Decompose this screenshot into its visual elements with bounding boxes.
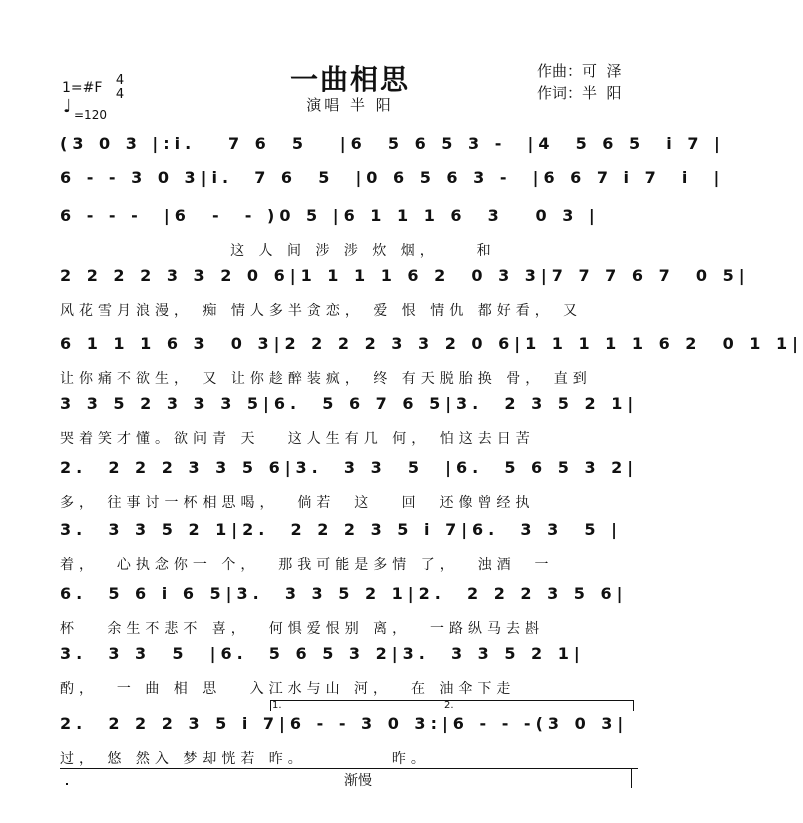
page-title: 一曲相思	[289, 63, 410, 96]
credits	[537, 60, 622, 104]
quarter-note-icon: ♩	[63, 96, 72, 117]
system-lyrics: 着， 心执念你一 个， 那我可能是多情 了， 浊酒 一	[60, 557, 554, 573]
composer-credit: 作曲：可 泽	[537, 62, 622, 80]
system-lyrics: 多， 往事讨一杯相思喝， 倘若 这 回 还像曾经执	[60, 495, 535, 511]
system-lyrics: 这 人 间 涉 涉 炊 烟， 和	[60, 243, 496, 259]
system-lyrics: 酌， 一 曲 相 思 入江水与山 河， 在 油伞下走	[60, 681, 516, 697]
ritardando-marking: 渐慢	[344, 773, 372, 789]
volta-1-label: 1.	[272, 700, 282, 711]
system-lyrics: 让你痛不欲生， 又 让你趁醉装疯， 终 有天脱胎换 骨， 直到	[60, 371, 592, 387]
system-lyrics: 风花雪月浪漫， 痴 情人多半贪恋， 爱 恨 情仇 都好看， 又	[60, 303, 583, 319]
system-lyrics: 杯 余生不悲不 喜， 何惧爱恨别 离， 一路纵马去斟	[60, 621, 545, 637]
system-notes: 6 - - - |6 - - )0 5 |6 1 1 1 6 3 0 3 |	[60, 206, 600, 225]
system-lyrics: 过， 悠 然入 梦却恍若 昨。 昨。	[60, 751, 430, 767]
lyricist-credit: 作词：半 阳	[537, 84, 622, 102]
system-notes: 2. 2 2 2 3 3 5 6|3. 3 3 5 |6. 5 6 5 3 2|	[60, 458, 639, 477]
system-notes: 3. 3 3 5 |6. 5 6 5 3 2|3. 3 3 5 2 1|	[60, 644, 585, 663]
system-lyrics: 哭着笑才懂。欲问青 天 这人生有几 何， 怕这去日苦	[60, 431, 535, 447]
system-notes: 6 - - 3 0 3|i. 7 6 5 |0 6 5 6 3 - |6 6 7 i 7 i |	[60, 168, 725, 187]
time-signature	[114, 74, 126, 102]
system-notes: 2. 2 2 2 3 5 i 7|6 - - 3 0 3:|6 - - -(3 0 3|	[60, 714, 629, 733]
bottom-line	[60, 768, 638, 769]
system-notes: 2 2 2 2 3 3 2 0 6|1 1 1 1 6 2 0 3 3|7 7 7 6 7 0 5|	[60, 266, 750, 285]
system-notes: 3 3 5 2 3 3 3 5|6. 5 6 7 6 5|3. 2 3 5 2 1|	[60, 394, 639, 413]
system-notes: 6. 5 6 i 6 5|3. 3 3 5 2 1|2. 2 2 2 3 5 6|	[60, 584, 628, 603]
system-notes: (3 0 3 |:i. 7 6 5 |6 5 6 5 3 - |4 5 6 5 i 7 |	[60, 134, 725, 153]
system-notes: 3. 3 3 5 2 1|2. 2 2 2 3 5 i 7|6. 3 3 5 |	[60, 520, 622, 539]
key-signature: 1=#F	[62, 80, 103, 96]
singer-credit: 演唱 半 阳	[306, 96, 394, 114]
volta-2-label: 2.	[444, 700, 454, 711]
meter-top: 4	[115, 73, 125, 88]
tempo-marking: =120	[74, 108, 107, 122]
meter-bottom: 4	[115, 87, 125, 102]
bottom-end-tick	[631, 768, 632, 788]
bottom-dot	[66, 783, 68, 785]
system-notes: 6 1 1 1 6 3 0 3|2 2 2 2 3 3 2 0 6|1 1 1 1 1 6 2 0 1 1|	[60, 334, 803, 353]
